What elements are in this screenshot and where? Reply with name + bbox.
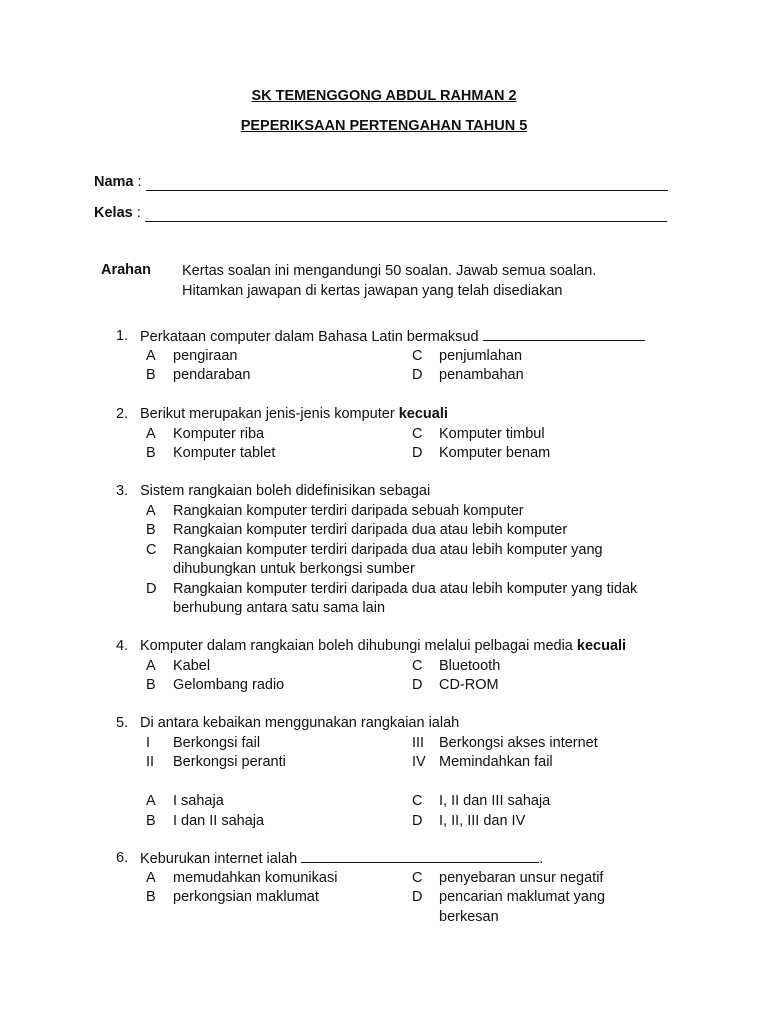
option-letter-c: C bbox=[412, 425, 423, 442]
option-d[interactable]: penambahan bbox=[439, 367, 524, 383]
answer-blank bbox=[301, 849, 539, 863]
question-4 bbox=[116, 637, 676, 696]
option-letter-c: C bbox=[412, 793, 423, 809]
nama-field bbox=[94, 174, 674, 191]
option-letter-b: B bbox=[146, 889, 156, 905]
option-b[interactable]: pendaraban bbox=[173, 367, 251, 383]
option-a[interactable]: pengiraan bbox=[173, 347, 238, 364]
option-a[interactable]: I sahaja bbox=[173, 793, 224, 809]
option-letter-a: A bbox=[146, 347, 156, 364]
option-letter-d: D bbox=[412, 445, 423, 461]
question-emphasis: kecuali bbox=[576, 638, 627, 654]
option-letter-d: D bbox=[412, 677, 423, 693]
question-1 bbox=[116, 327, 676, 386]
option-a[interactable]: memudahkan komunikasi bbox=[173, 869, 338, 886]
statement-iv: Memindahkan fail bbox=[439, 754, 553, 770]
arahan-label: Arahan bbox=[101, 262, 151, 278]
option-letter-c: C bbox=[146, 541, 157, 558]
question-text: Sistem rangkaian boleh didefinisikan sebagai bbox=[140, 483, 431, 499]
question-5 bbox=[116, 714, 676, 831]
option-c[interactable]: I, II dan III sahaja bbox=[439, 793, 551, 809]
option-d-continued[interactable]: berhubung antara satu sama lain bbox=[173, 600, 386, 616]
nama-colon: : bbox=[137, 174, 142, 190]
arahan-line-1: Kertas soalan ini mengandungi 50 soalan. Jawab semua soalan. bbox=[182, 263, 597, 279]
question-number: 4. bbox=[116, 638, 129, 654]
kelas-field bbox=[94, 205, 674, 222]
statement-iii: Berkongsi akses internet bbox=[439, 734, 598, 751]
option-letter-d: D bbox=[146, 580, 157, 597]
question-end: . bbox=[539, 851, 544, 867]
kelas-line[interactable] bbox=[145, 205, 667, 222]
question-number: 2. bbox=[116, 406, 129, 422]
question-text bbox=[140, 849, 543, 870]
question-stem: Perkataan computer dalam Bahasa Latin bermaksud bbox=[140, 329, 479, 345]
option-d[interactable]: pencarian maklumat yang bbox=[439, 889, 606, 905]
option-letter-a: A bbox=[146, 425, 156, 442]
option-a[interactable]: Komputer riba bbox=[173, 425, 265, 442]
question-6 bbox=[116, 849, 676, 927]
option-letter-b: B bbox=[146, 812, 156, 829]
statement-label-ii: II bbox=[146, 754, 155, 770]
option-letter-d: D bbox=[412, 889, 423, 905]
option-letter-d: D bbox=[412, 812, 423, 829]
option-d[interactable]: CD-ROM bbox=[439, 677, 499, 693]
option-b[interactable]: I dan II sahaja bbox=[173, 812, 265, 829]
option-letter-b: B bbox=[146, 677, 156, 693]
question-text bbox=[140, 327, 645, 348]
option-c[interactable]: Komputer timbul bbox=[439, 425, 545, 442]
option-d-continued[interactable]: berkesan bbox=[439, 908, 499, 925]
option-letter-b: B bbox=[146, 367, 156, 383]
option-b[interactable]: Rangkaian komputer terdiri daripada dua atau lebih komputer bbox=[173, 522, 568, 538]
question-emphasis: kecuali bbox=[398, 406, 448, 422]
option-letter-a: A bbox=[146, 869, 156, 886]
statement-i: Berkongsi fail bbox=[173, 734, 261, 751]
exam-title: PEPERIKSAAN PERTENGAHAN TAHUN 5 bbox=[240, 118, 528, 134]
arahan-line-2: Hitamkan jawapan di kertas jawapan yang telah disediakan bbox=[182, 282, 563, 299]
option-c[interactable]: penyebaran unsur negatif bbox=[439, 869, 604, 886]
option-c[interactable]: Rangkaian komputer terdiri daripada dua atau lebih komputer yang bbox=[173, 541, 603, 558]
question-stem: Komputer dalam rangkaian boleh dihubungi melalui pelbagai media bbox=[140, 638, 573, 654]
option-b[interactable]: Gelombang radio bbox=[173, 677, 285, 693]
option-letter-d: D bbox=[412, 367, 423, 383]
option-letter-c: C bbox=[412, 347, 423, 364]
option-d[interactable]: Komputer benam bbox=[439, 445, 551, 461]
statement-label-iii: III bbox=[412, 734, 425, 751]
question-number: 3. bbox=[116, 483, 129, 499]
question-number: 5. bbox=[116, 715, 129, 731]
question-number: 6. bbox=[116, 850, 129, 866]
kelas-colon: : bbox=[136, 205, 141, 221]
statement-ii: Berkongsi peranti bbox=[173, 754, 286, 770]
question-text: Di antara kebaikan menggunakan rangkaian ialah bbox=[140, 715, 460, 731]
question-text bbox=[140, 405, 448, 425]
question-3 bbox=[116, 482, 676, 619]
statement-label-i: I bbox=[146, 734, 151, 751]
option-letter-c: C bbox=[412, 869, 423, 886]
question-stem: Berikut merupakan jenis-jenis komputer bbox=[140, 406, 395, 422]
nama-line[interactable] bbox=[146, 174, 668, 191]
option-b[interactable]: Komputer tablet bbox=[173, 445, 276, 461]
option-letter-a: A bbox=[146, 657, 156, 674]
option-d[interactable]: Rangkaian komputer terdiri daripada dua atau lebih komputer yang tidak bbox=[173, 580, 638, 597]
option-a[interactable]: Rangkaian komputer terdiri daripada sebuah komputer bbox=[173, 502, 524, 519]
school-name: SK TEMENGGONG ABDUL RAHMAN 2 bbox=[251, 88, 517, 104]
option-letter-a: A bbox=[146, 502, 156, 519]
arahan-text bbox=[182, 262, 652, 301]
option-letter-a: A bbox=[146, 793, 156, 809]
option-c-continued[interactable]: dihubungkan untuk berkongsi sumber bbox=[173, 561, 415, 577]
answer-blank bbox=[483, 327, 645, 341]
option-b[interactable]: perkongsian maklumat bbox=[173, 889, 319, 905]
statement-label-iv: IV bbox=[412, 754, 426, 770]
question-2 bbox=[116, 405, 676, 464]
nama-label: Nama bbox=[94, 174, 134, 190]
question-text bbox=[140, 637, 626, 657]
option-letter-b: B bbox=[146, 522, 156, 538]
option-c[interactable]: penjumlahan bbox=[439, 347, 523, 364]
option-letter-b: B bbox=[146, 445, 156, 461]
option-a[interactable]: Kabel bbox=[173, 657, 211, 674]
option-letter-c: C bbox=[412, 657, 423, 674]
option-c[interactable]: Bluetooth bbox=[439, 657, 501, 674]
option-d[interactable]: I, II, III dan IV bbox=[439, 812, 526, 829]
question-stem: Keburukan internet ialah bbox=[140, 851, 298, 867]
kelas-label: Kelas bbox=[94, 205, 133, 221]
question-number: 1. bbox=[116, 328, 129, 344]
